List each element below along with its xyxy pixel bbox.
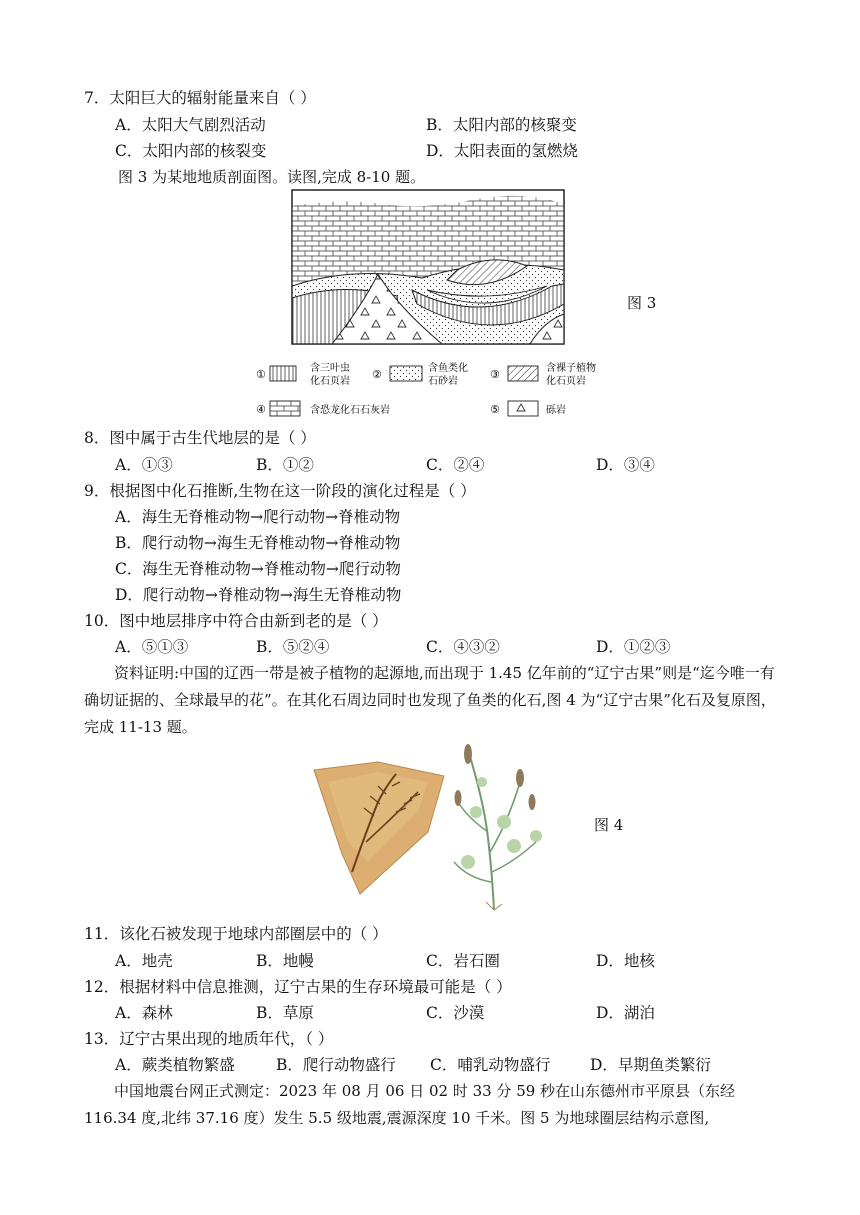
legend-5-num: ⑤ bbox=[490, 403, 500, 416]
q8-option-b: B．①② bbox=[256, 456, 314, 474]
q13-option-a: A．蕨类植物繁盛 bbox=[115, 1056, 235, 1074]
legend-5-line1: 砾岩 bbox=[546, 405, 566, 416]
legend-1-num: ① bbox=[256, 368, 266, 381]
legend-4-line1: 含恐龙化石石灰岩 bbox=[310, 405, 390, 416]
q13-option-c: C．哺乳动物盛行 bbox=[430, 1056, 551, 1074]
intro-fig5-text: 中国地震台网正式测定：2023 年 08 月 06 日 02 时 33 分 59 秒在山东德州市平原县（东经 116.34 度,北纬 37.16 度）发生 5.5 级地震,震源深度 10 千米。图 5 为地球圈层结构示意图, bbox=[84, 1082, 736, 1127]
legend-4-num: ④ bbox=[256, 403, 266, 416]
q12-option-b: B．草原 bbox=[256, 1004, 314, 1022]
intro-fig5-paragraph bbox=[84, 1078, 780, 1132]
legend-1-line2: 化石页岩 bbox=[310, 376, 350, 387]
q12-option-d: D．湖泊 bbox=[596, 1004, 655, 1022]
q9-option-d: D．爬行动物→脊椎动物→海生无脊椎动物 bbox=[115, 586, 402, 604]
q11-option-b: B．地幔 bbox=[256, 952, 314, 970]
q8-option-d: D．③④ bbox=[596, 456, 655, 474]
q10-option-d: D．①②③ bbox=[596, 638, 671, 656]
legend-1-line1: 含三叶虫 bbox=[310, 363, 350, 374]
q11-option-d: D．地核 bbox=[596, 952, 655, 970]
q7-option-a: A．太阳大气剧烈活动 bbox=[115, 116, 266, 134]
q13-option-b: B．爬行动物盛行 bbox=[276, 1056, 396, 1074]
q13-option-d: D．早期鱼类繁衍 bbox=[590, 1056, 711, 1074]
q7-option-c: C．太阳内部的核裂变 bbox=[115, 142, 267, 160]
intro-fig3: 图 3 为某地地质剖面图。读图,完成 8-10 题。 bbox=[118, 168, 426, 186]
q12-stem: 12．根据材料中信息推测，辽宁古果的生存环境最可能是（ ） bbox=[84, 978, 512, 996]
q13-stem: 13．辽宁古果出现的地质年代，（ ） bbox=[84, 1030, 334, 1048]
intro-fig4-text: 资料证明:中国的辽西一带是被子植物的起源地,而出现于 1.45 亿年前的“辽宁古果”则是“迄今唯一有确切证据的、全球最早的花”。在其化石周边同时也发现了鱼类的化石,图 4 为“辽宁古果”化石及复原图，完成 11-13 题。 bbox=[84, 664, 776, 736]
q8-option-c: C．②④ bbox=[426, 456, 485, 474]
q9-option-a: A．海生无脊椎动物→爬行动物→脊椎动物 bbox=[115, 508, 401, 526]
q7-stem: 7．太阳巨大的辐射能量来自（ ） bbox=[84, 89, 316, 107]
intro-fig4-paragraph bbox=[84, 660, 780, 741]
figure-3-label: 图 3 bbox=[627, 294, 657, 312]
q10-option-c: C．④③② bbox=[426, 638, 500, 656]
q12-option-c: C．沙漠 bbox=[426, 1004, 485, 1022]
q10-stem: 10．图中地层排序中符合由新到老的是（ ） bbox=[84, 612, 388, 630]
q11-option-c: C．岩石圈 bbox=[426, 952, 500, 970]
q7-option-b: B．太阳内部的核聚变 bbox=[426, 116, 577, 134]
legend-3-num: ③ bbox=[490, 368, 500, 381]
q8-stem: 8．图中属于古生代地层的是（ ） bbox=[84, 429, 316, 447]
legend-3-line1: 含裸子植物 bbox=[546, 363, 596, 374]
figure-4-label: 图 4 bbox=[594, 816, 624, 834]
q8-option-a: A．①③ bbox=[115, 456, 173, 474]
q12-option-a: A．森林 bbox=[115, 1004, 173, 1022]
q11-option-a: A．地壳 bbox=[115, 952, 173, 970]
legend-3-line2: 化石页岩 bbox=[546, 376, 586, 387]
q10-option-a: A．⑤①③ bbox=[115, 638, 189, 656]
legend-2-line2: 石砂岩 bbox=[428, 376, 458, 387]
legend-2-num: ② bbox=[372, 368, 382, 381]
q11-stem: 11．该化石被发现于地球内部圈层中的（ ） bbox=[84, 925, 388, 943]
q9-option-c: C．海生无脊椎动物→脊椎动物→爬行动物 bbox=[115, 560, 401, 578]
q10-option-b: B．⑤②④ bbox=[256, 638, 330, 656]
legend-2-line1: 含鱼类化 bbox=[428, 363, 468, 374]
figure-3-cross-section bbox=[252, 186, 612, 421]
q7-option-d: D．太阳表面的氢燃烧 bbox=[426, 142, 578, 160]
q9-option-b: B．爬行动物→海生无脊椎动物→脊椎动物 bbox=[115, 534, 401, 552]
q9-stem: 9．根据图中化石推断,生物在这一阶段的演化过程是（ ） bbox=[84, 482, 476, 500]
figure-4-fossil-image bbox=[308, 742, 568, 912]
